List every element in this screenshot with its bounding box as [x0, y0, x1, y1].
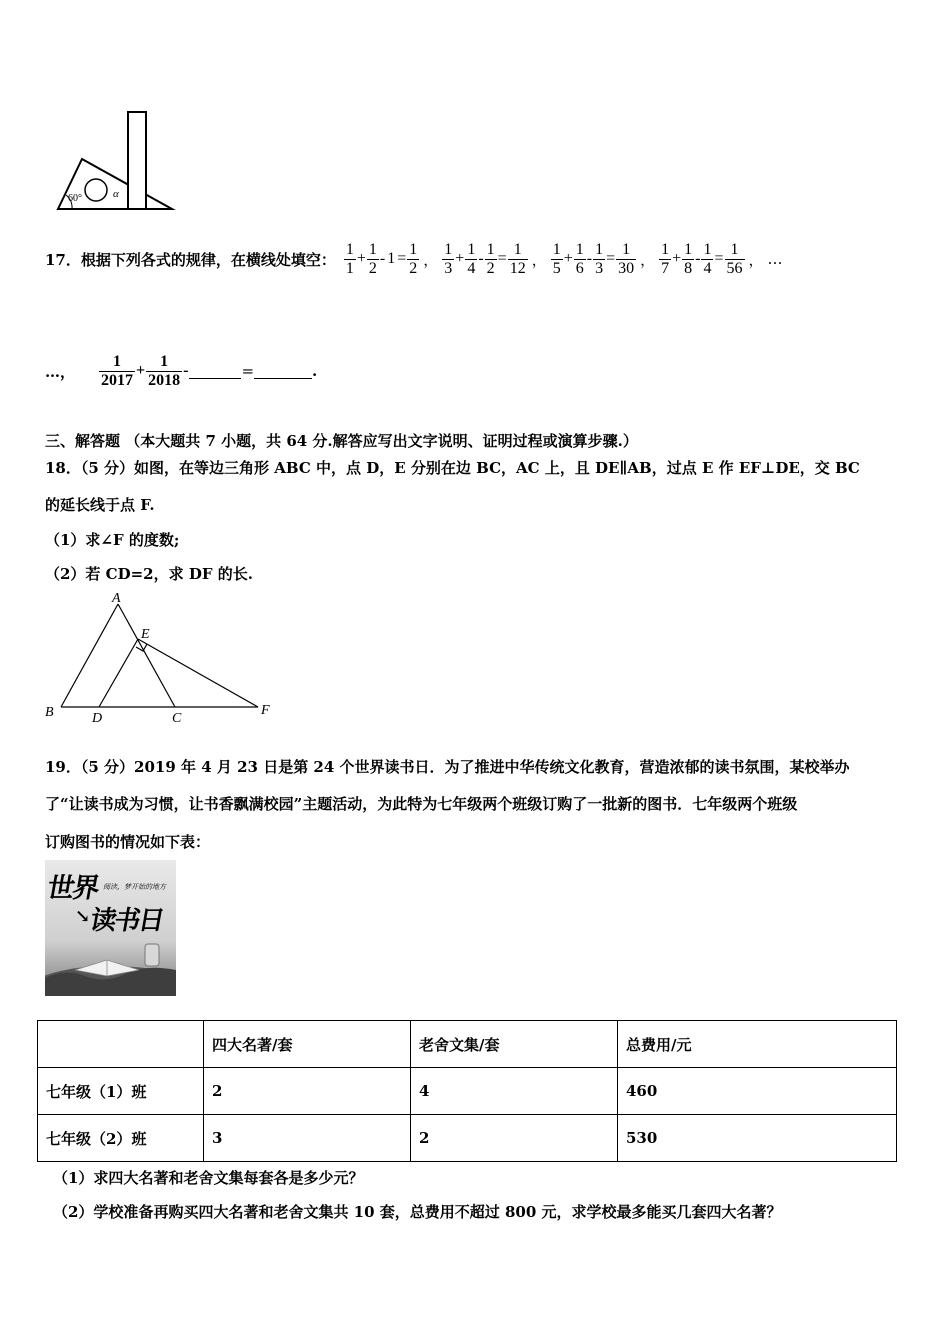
bird-icon: ↘	[75, 906, 91, 927]
angle-60-label: 60°	[68, 193, 82, 204]
fraction: $\frac{1}{6}$	[575, 240, 584, 277]
table-cell: 3	[204, 1115, 411, 1162]
separator: ，	[640, 250, 656, 269]
answer-blank-2[interactable]	[254, 364, 312, 379]
figure-triangle-ruler	[50, 105, 180, 217]
label-a: A	[112, 591, 121, 606]
table-header-row	[38, 1021, 897, 1068]
fraction: $\frac{1}{8}$	[684, 240, 693, 277]
poster-title-top: 世界	[45, 873, 101, 904]
poster-title-bottom: 读书日	[87, 906, 166, 936]
operator: =	[606, 250, 616, 267]
fraction: $\frac{1}{3}$	[444, 240, 453, 277]
fraction: $\frac{1}{7}$	[661, 240, 670, 277]
q17-line1	[45, 234, 783, 284]
table-cell: 七年级（1）班	[38, 1068, 204, 1115]
alpha-label: α	[113, 188, 119, 200]
fraction: $\frac{1}{5}$	[552, 240, 561, 277]
table-cell: 2	[204, 1068, 411, 1115]
fraction: $\frac{1}{2018}$	[148, 352, 181, 389]
label-c: C	[172, 711, 182, 726]
operator: =	[397, 250, 407, 267]
q17-line2: …， $\frac{1}{2017}$ + $\frac{1}{2018}$ - = .	[45, 352, 318, 389]
operator: +	[356, 250, 366, 267]
operator: =	[714, 250, 724, 267]
operator: 1	[387, 250, 396, 267]
fraction: $\frac{1}{2}$	[486, 240, 495, 277]
fraction: $\frac{1}{4}$	[703, 240, 712, 277]
label-b: B	[45, 705, 54, 720]
table-cell: 4	[411, 1068, 618, 1115]
table-row	[38, 1068, 897, 1115]
table-cell: 七年级（2）班	[38, 1115, 204, 1162]
section-title: 三、解答题 （本大题共 7 小题，共 64 分.解答应写出文字说明、证明过程或演算步骤.）	[45, 432, 638, 450]
label-d: D	[92, 711, 103, 726]
table-cell: 2	[411, 1115, 618, 1162]
q18-line1: 18．（5 分）如图，在等边三角形 ABC 中，点 D，E 分别在边 BC，AC 上，且 DE∥AB，过点 E 作 EF⊥DE，交 BC	[45, 459, 860, 477]
answer-blank-1[interactable]	[189, 364, 241, 379]
table-header-cell: 总费用/元	[618, 1021, 897, 1068]
q18-line2: 的延长线于点 F.	[45, 496, 155, 514]
operator: +	[563, 250, 573, 267]
operator: -	[478, 250, 484, 267]
q19-sub2: （2）学校准备再购买四大名著和老舍文集共 10 套，总费用不超过 800 元，求学校最多能买几套四大名著？	[53, 1203, 782, 1221]
q19-line2: 了“让读书成为习惯，让书香飘满校园”主题活动，为此特为七年级两个班级订购了一批新的图书．七年级两个班级	[45, 795, 798, 813]
separator: ，	[423, 250, 439, 269]
fraction: $\frac{1}{12}$	[509, 240, 526, 277]
q19-sub1: （1）求四大名著和老舍文集每套各是多少元？	[53, 1169, 364, 1187]
equals-sign: =	[241, 362, 255, 380]
fraction: $\frac{1}{1}$	[345, 240, 354, 277]
fraction: $\frac{1}{30}$	[618, 240, 635, 277]
table-header-cell: 老舍文集/套	[411, 1021, 618, 1068]
q18-sub1: （1）求∠F 的度数;	[45, 531, 180, 549]
fraction: $\frac{1}{2017}$	[101, 352, 134, 389]
table-cell: 460	[618, 1068, 897, 1115]
q17-prompt: 根据下列各式的规律，在横线处填空：	[80, 250, 336, 269]
fraction: $\frac{1}{56}$	[726, 240, 743, 277]
operator: -	[695, 250, 701, 267]
q19-line1: 19．（5 分）2019 年 4 月 23 日是第 24 个世界读书日．为了推进中华传统文化教育，营造浓郁的读书氛围，某校举办	[45, 758, 850, 776]
fraction: $\frac{1}{2}$	[409, 240, 418, 277]
period: .	[312, 362, 318, 380]
fraction: $\frac{1}{2}$	[368, 240, 377, 277]
operator: -	[586, 250, 593, 267]
q17-line2-prefix: …，	[45, 362, 76, 381]
operator: =	[497, 250, 507, 267]
fraction: $\frac{1}{4}$	[467, 240, 476, 277]
label-e: E	[141, 627, 150, 642]
operator: +	[672, 250, 682, 267]
table-row	[38, 1115, 897, 1162]
figure-triangle-abc	[42, 590, 282, 726]
world-book-day-poster	[45, 860, 176, 996]
q17-equations	[344, 241, 783, 277]
table-header-cell	[38, 1021, 204, 1068]
q17-number: 17．	[45, 250, 81, 269]
table-cell: 530	[618, 1115, 897, 1162]
separator: ，	[748, 250, 764, 269]
book-order-table	[37, 1020, 897, 1162]
q19-line3: 订购图书的情况如下表：	[45, 833, 211, 851]
fraction: $\frac{1}{3}$	[595, 240, 604, 277]
table-header-cell: 四大名著/套	[204, 1021, 411, 1068]
ellipsis: …	[767, 250, 783, 268]
q18-sub2: （2）若 CD=2，求 DF 的长.	[45, 565, 253, 583]
separator: ，	[531, 250, 547, 269]
poster-tagline: 阅读，梦开始的地方	[103, 883, 166, 891]
label-f: F	[261, 703, 270, 718]
operator: +	[455, 250, 465, 267]
operator: -	[379, 250, 386, 267]
